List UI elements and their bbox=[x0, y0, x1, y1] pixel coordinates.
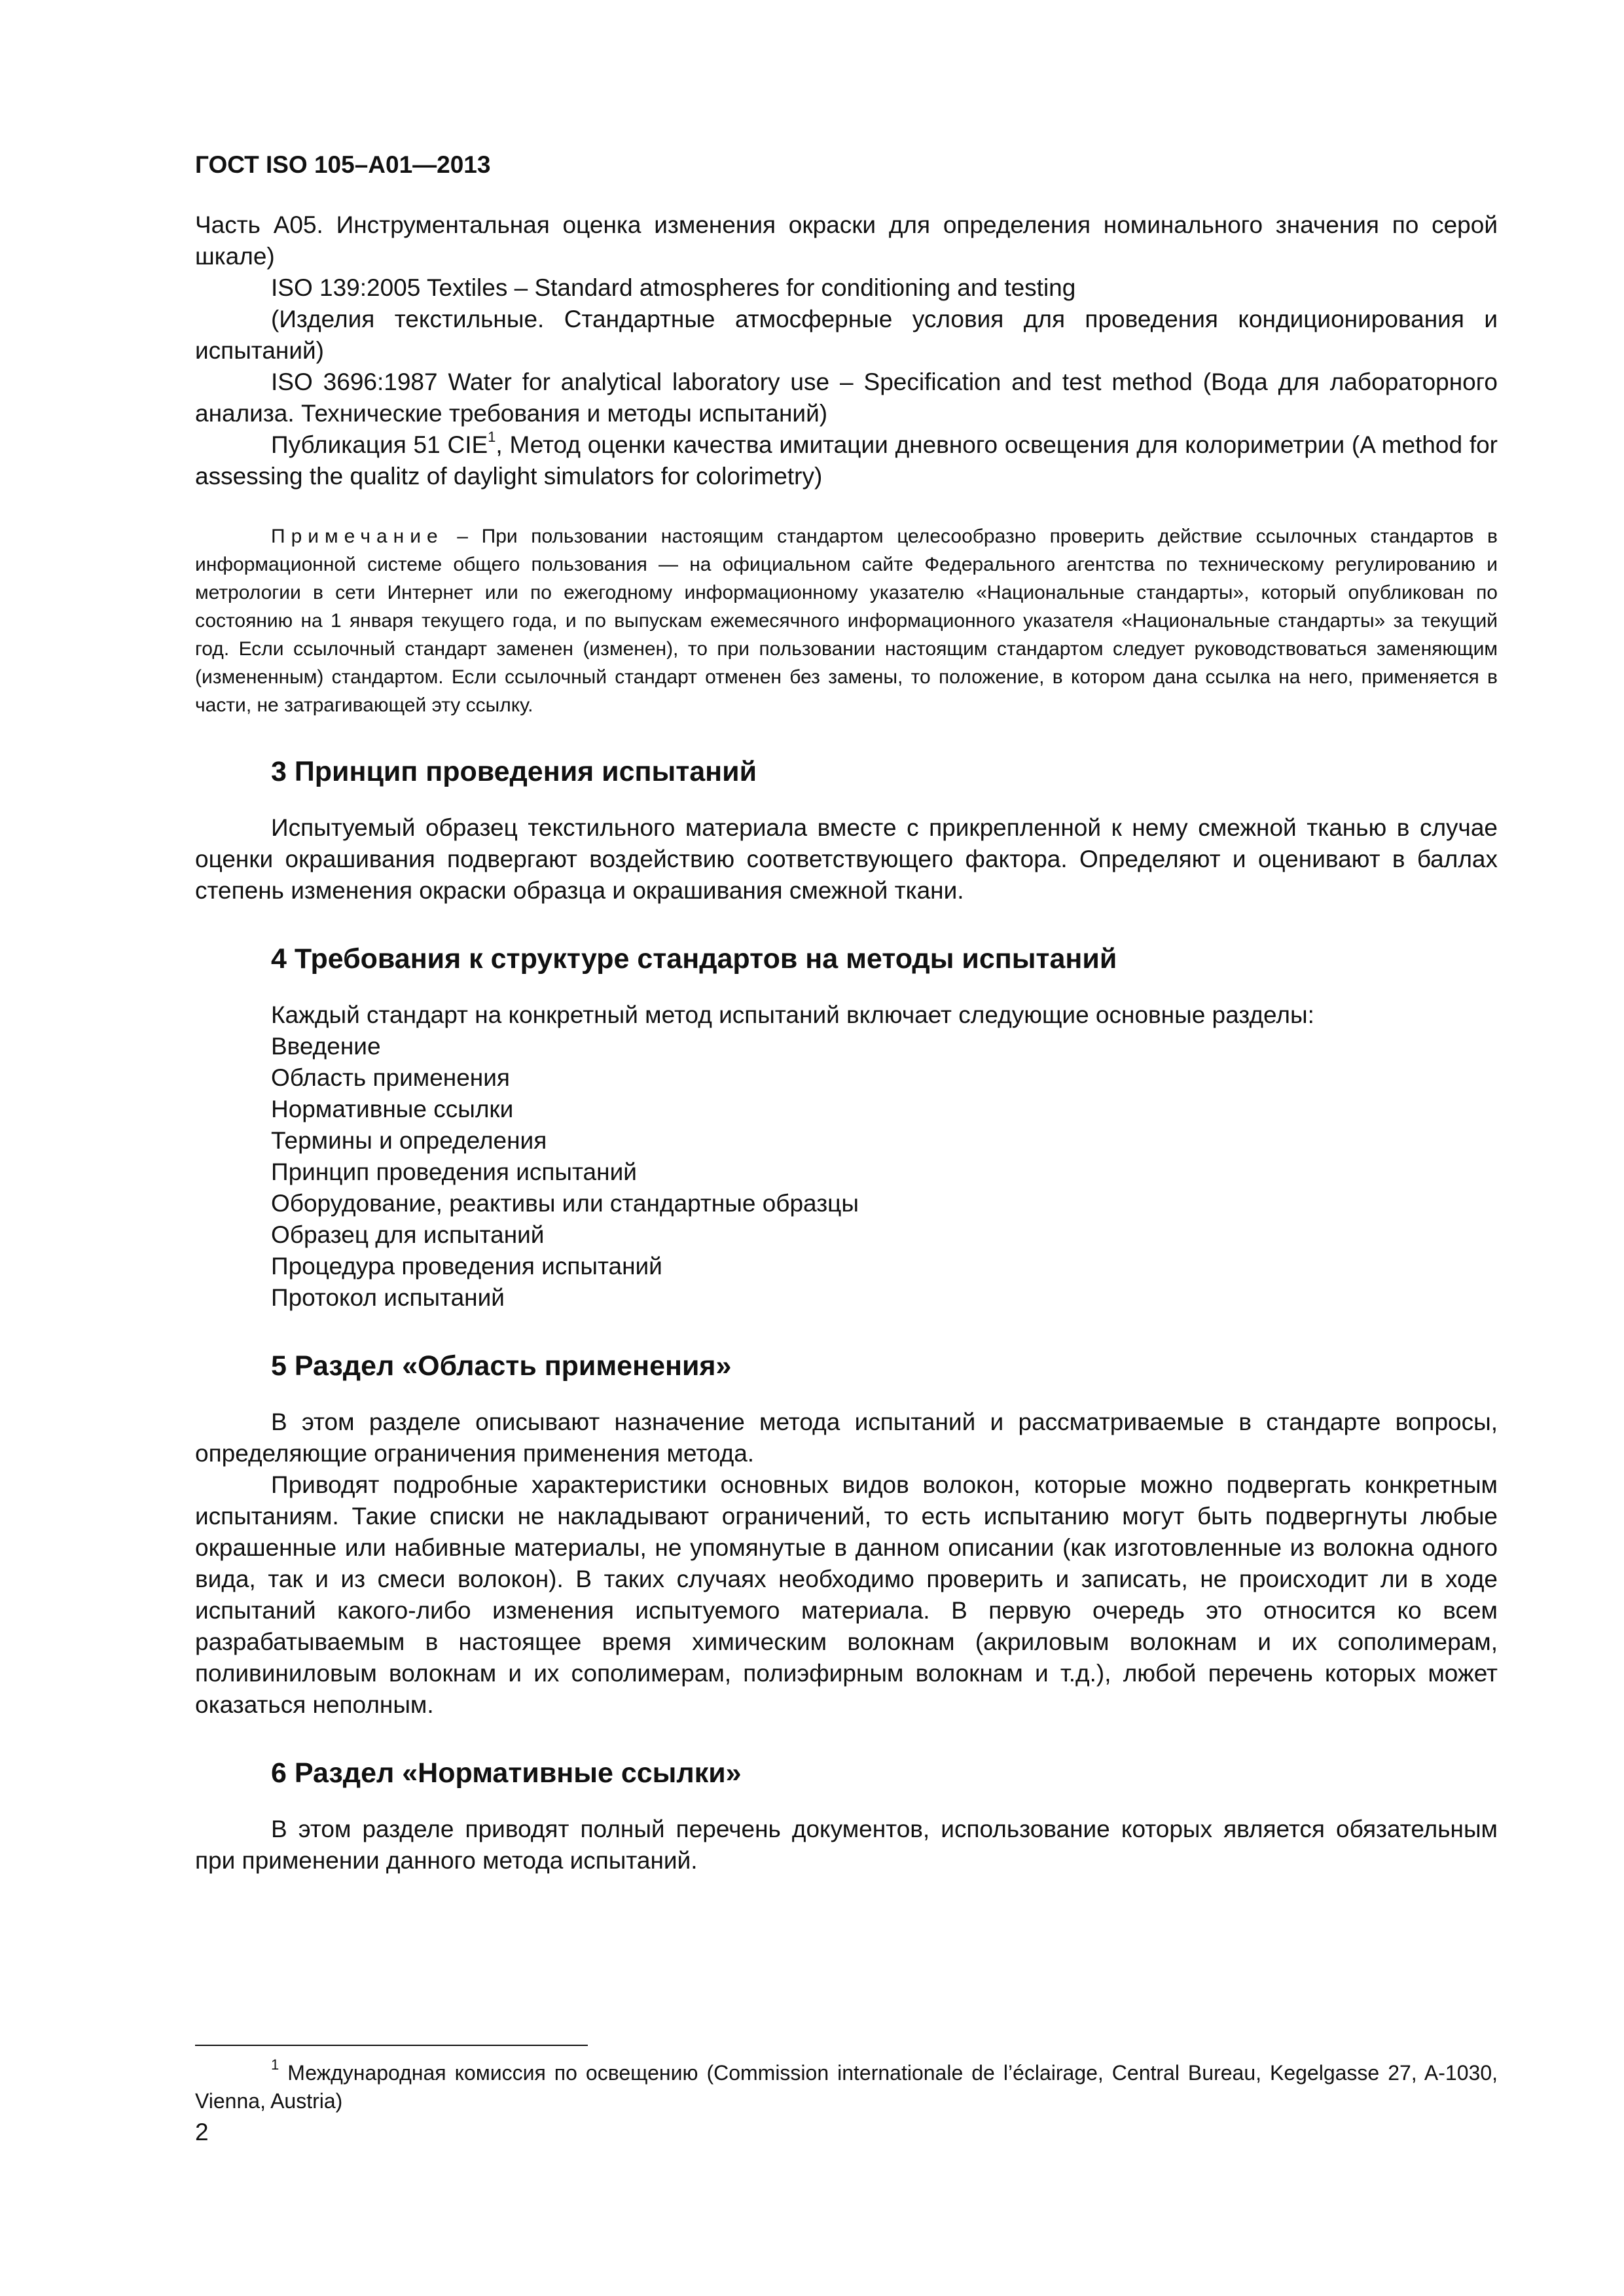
reference-paragraph: ISO 139:2005 Textiles – Standard atmospheres for conditioning and testing bbox=[271, 274, 1076, 301]
section-4-intro: Каждый стандарт на конкретный метод испытаний включает следующие основные разделы: bbox=[271, 1001, 1314, 1028]
footnote bbox=[195, 2056, 1498, 2115]
section-4-heading: 4 Требования к структуре стандартов на методы испытаний bbox=[271, 943, 1117, 975]
reference-paragraph bbox=[195, 429, 1498, 492]
page-content bbox=[195, 149, 1498, 1876]
reference-paragraph: ISO 3696:1987 Water for analytical laboratory use – Specification and test method (Вода для лабораторного анализа. Технические требования и методы испытаний) bbox=[195, 368, 1498, 427]
note-text: – При пользовании настоящим стандартом целесообразно проверить действие ссылочных стандартов в информационной системе общего пользования — на официальном сайте Федерального агентства по техническому регулированию и метрологии в сети Интернет или по ежегодному информационному указателю «Национальные стандарты», который опубликован по состоянию на 1 января текущего года, и по выпускам ежемесячного информационного указателя «Национальные стандарты» за текущий год. Если ссылочный стандарт заменен (изменен), то при пользовании настоящим стандартом следует руководствоваться заменяющим (измененным) стандартом. Если ссылочный стандарт отменен без замены, то положение, в котором дана ссылка на него, применяется в части, не затрагивающей эту ссылку. bbox=[195, 526, 1498, 716]
footnote-divider bbox=[195, 2045, 588, 2046]
note-label: Примечание bbox=[271, 526, 444, 547]
list-item: Процедура проведения испытаний bbox=[271, 1253, 662, 1280]
list-item: Принцип проведения испытаний bbox=[271, 1158, 637, 1185]
document-header: ГОСТ ISO 105–A01—2013 bbox=[195, 151, 491, 178]
section-6-paragraph: В этом разделе приводят полный перечень документов, использование которых является обязательным при применении данного метода испытаний. bbox=[195, 1816, 1498, 1874]
section-3-heading: 3 Принцип проведения испытаний bbox=[271, 756, 757, 787]
section-3-paragraph: Испытуемый образец текстильного материала вместе с прикрепленной к нему смежной тканью в случае оценки окрашивания подвергают воздействию соответствующего фактора. Определяют и оценивают в баллах степень изменения окраски образца и окрашивания смежной ткани. bbox=[195, 814, 1498, 904]
reference-paragraph: Часть А05. Инструментальная оценка изменения окраски для определения номинального значения по серой шкале) bbox=[195, 211, 1498, 270]
list-item: Образец для испытаний bbox=[271, 1221, 545, 1248]
list-item: Введение bbox=[271, 1033, 381, 1060]
footnote-marker: 1 bbox=[271, 2056, 280, 2073]
list-item: Протокол испытаний bbox=[271, 1284, 505, 1311]
reference-text: , Метод оценки качества имитации дневного освещения для колориметрии (A method for assessing the qualitz of daylight simulators for colorimetry) bbox=[195, 431, 1498, 490]
footnote-marker: 1 bbox=[488, 428, 496, 445]
list-item: Нормативные ссылки bbox=[271, 1096, 514, 1122]
section-6-heading: 6 Раздел «Нормативные ссылки» bbox=[271, 1757, 742, 1789]
section-5-paragraph: В этом разделе описывают назначение метода испытаний и рассматриваемые в стандарте вопросы, определяющие ограничения применения метода. bbox=[195, 1408, 1498, 1467]
reference-paragraph: (Изделия текстильные. Стандартные атмосферные условия для проведения кондиционирования и испытаний) bbox=[195, 306, 1498, 364]
section-5-paragraph: Приводят подробные характеристики основных видов волокон, которые можно подвергать конкретным испытаниям. Такие списки не накладывают ограничений, то есть испытанию могут быть подвергнуты любые окрашенные или набивные материалы, не упомянутые в данном описании (как изготовленные из волокна одного вида, так и из смеси волокон). В таких случаях необходимо проверить и записать, не происходит ли в ходе испытаний какого-либо изменения испытуемого материала. В первую очередь это относится ко всем разрабатываемым в настоящее время химическим волокнам (акриловым волокнам и их сополимерам, поливиниловым волокнам и их сополимерам, полиэфирным волокнам и т.д.), любой перечень которых может оказаться неполным. bbox=[195, 1471, 1498, 1718]
reference-text: Публикация 51 CIE bbox=[271, 431, 488, 458]
section-5-heading: 5 Раздел «Область применения» bbox=[271, 1350, 732, 1382]
list-item: Оборудование, реактивы или стандартные образцы bbox=[271, 1190, 859, 1217]
note-paragraph bbox=[195, 522, 1498, 719]
page-number: 2 bbox=[195, 2119, 209, 2145]
list-item: Область применения bbox=[271, 1064, 510, 1091]
list-item: Термины и определения bbox=[271, 1127, 547, 1154]
footnote-text: Международная комиссия по освещению (Commission internationale de l’éclairage, Central Bureau, Kegelgasse 27, A-1030, Vienna, Austria) bbox=[195, 2061, 1498, 2113]
